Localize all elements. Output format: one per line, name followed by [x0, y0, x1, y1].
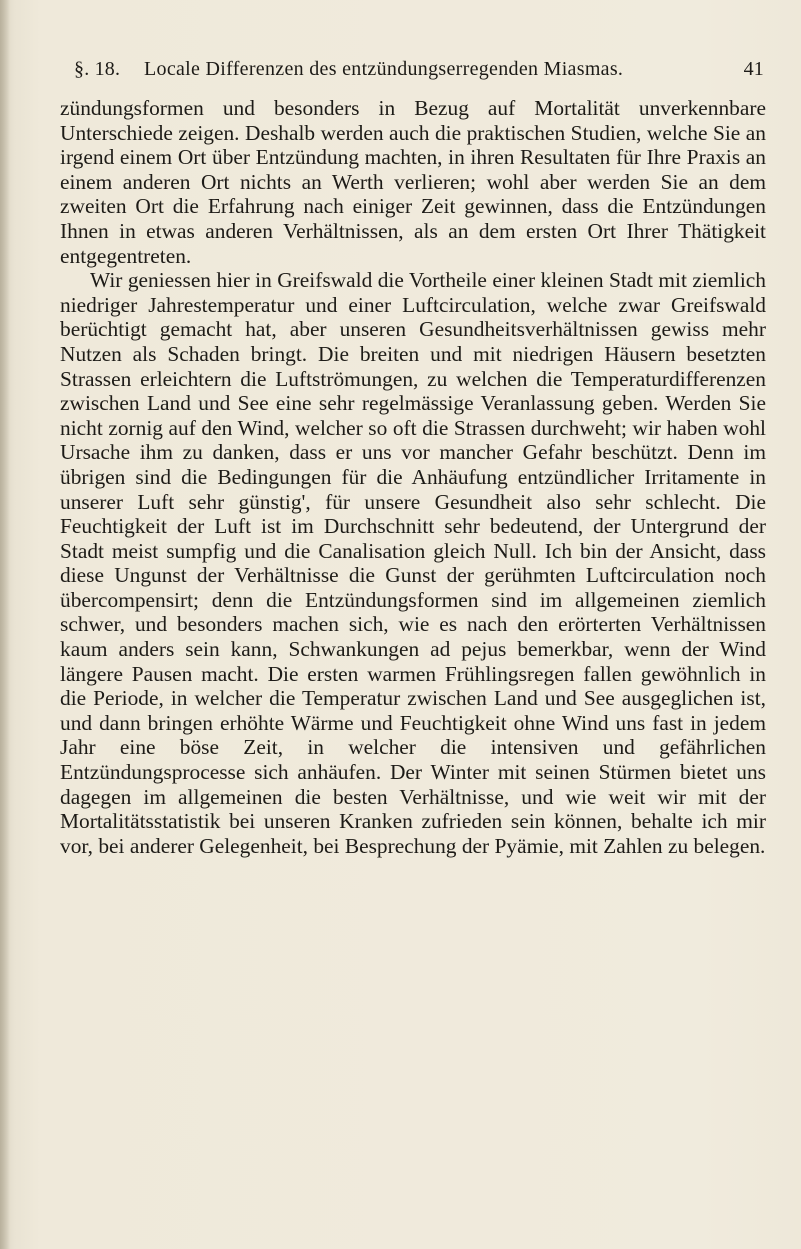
page-number: 41 — [743, 58, 764, 80]
paragraph-2: Wir geniessen hier in Greifswald die Vortheile einer kleinen Stadt mit ziemlich niedriger Jahrestemperatur und einer Luftcirculation, welche zwar Greifswald berüchtigt gemacht hat, aber unseren Gesundheitsverhältnissen gewiss mehr Nutzen als Schaden bringt. Die breiten und mit niedrigen Häusern besetzten Strassen erleichtern die Luftströmungen, zu welchen die Temperaturdifferenzen zwischen Land und See eine sehr regelmässige Veranlassung geben. Werden Sie nicht zornig auf den Wind, welcher so oft die Strassen durchweht; wir haben wohl Ursache ihm zu danken, dass er uns vor mancher Gefahr beschützt. Denn im übrigen sind die Bedingungen für die Anhäufung entzündlicher Irritamente in unserer Luft sehr günstig', für unsere Gesundheit also sehr schlecht. Die Feuchtigkeit der Luft ist im Durchschnitt sehr bedeutend, der Untergrund der Stadt meist sumpfig und die Canalisation gleich Null. Ich bin der Ansicht, dass diese Ungunst der Verhältnisse die Gunst der gerühmten Luftcirculation noch übercompensirt; denn die Entzündungsformen sind im allgemeinen ziemlich schwer, und besonders machen sich, wie es nach den erörterten Verhältnissen kaum anders sein kann, Schwankungen ad pejus bemerkbar, wenn der Wind längere Pausen macht. Die ersten warmen Frühlingsregen fallen gewöhnlich in die Periode, in welcher die Temperatur zwischen Land und See ausgeglichen ist, und dann bringen erhöhte Wärme und Feuchtigkeit ohne Wind uns fast in jedem Jahr eine böse Zeit, in welcher die intensiven und gefährlichen Entzündungsprocesse sich anhäufen. Der Winter mit seinen Stürmen bietet uns dagegen im allgemeinen die besten Verhältnisse, und wie weit wir mit der Mortalitätsstatistik bei unseren Kranken zufrieden sein können, behalte ich mir vor, bei anderer Gelegenheit, bei Besprechung der Pyämie, mit Zahlen zu belegen. — [60, 268, 766, 858]
header-title: Locale Differenzen des entzündungserregenden Miasmas. — [144, 58, 624, 80]
paragraph-1: zündungsformen und besonders in Bezug auf Mortalität unverkennbare Unterschiede zeigen. Deshalb werden auch die praktischen Studien, welche Sie an irgend einem Ort über Entzündung machten, in ihren Resultaten für Ihre Praxis an einem anderen Ort nichts an Werth verlieren; wohl aber werden Sie an dem zweiten Ort die Erfahrung nach einiger Zeit gewinnen, dass die Entzündungen Ihnen in etwas anderen Verhältnissen, als an dem ersten Ort Ihrer Thätigkeit entgegentreten. — [60, 96, 766, 268]
body-text — [60, 96, 766, 858]
page-gutter-shadow — [0, 0, 10, 1249]
section-number: §. 18. — [74, 58, 121, 80]
running-header — [74, 58, 764, 88]
